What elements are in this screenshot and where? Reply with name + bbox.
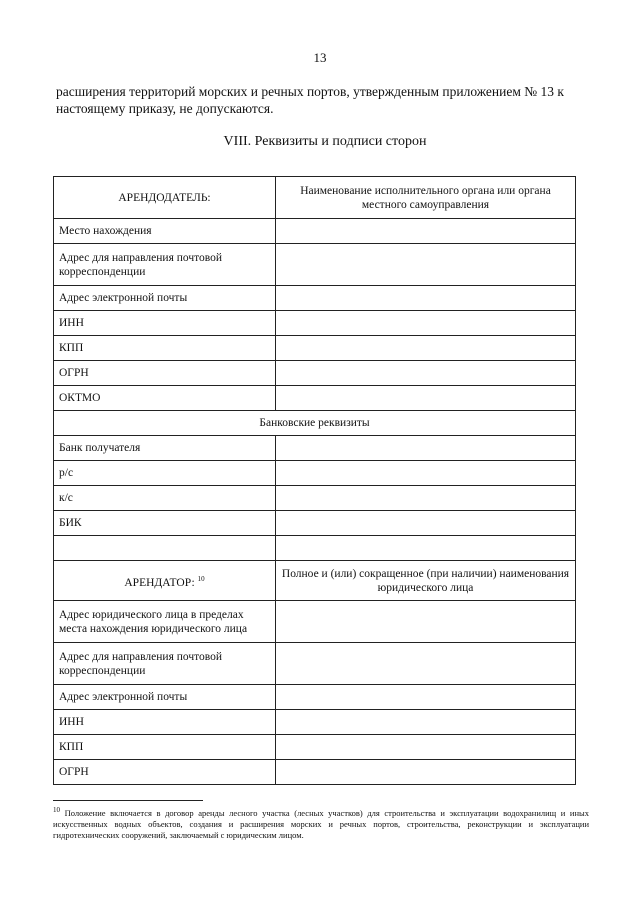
tenant-label — [54, 643, 276, 685]
landlord-value — [276, 336, 576, 361]
tenant-header-right-text: Полное и (или) сокращенное (при наличии) наименования юридического лица — [281, 567, 570, 594]
tenant-value — [276, 643, 576, 685]
landlord-value — [276, 386, 576, 411]
landlord-label — [54, 311, 276, 336]
landlord-label — [54, 361, 276, 386]
landlord-label — [54, 286, 276, 311]
bank-header — [54, 411, 576, 436]
tenant-label-text: ИНН — [59, 716, 84, 728]
tenant-header-right — [276, 561, 576, 601]
landlord-header-right — [276, 177, 576, 219]
table-row — [54, 511, 576, 536]
landlord-label-text: ИНН — [59, 317, 84, 329]
tenant-label — [54, 601, 276, 643]
table-row — [54, 735, 576, 760]
table-row — [54, 760, 576, 785]
landlord-label — [54, 336, 276, 361]
table-row — [54, 219, 576, 244]
tenant-value — [276, 760, 576, 785]
table-row — [54, 436, 576, 461]
footnote-text: Положение включается в договор аренды лесного участка (лесных участков) для строительства и эксплуатации водохранилищ и иных искусственных водных объектов, создания и расширения морских и речных портов, строительства, реконструкции и эксплуатации гидротехнических сооружений, заключаемый с юридическим лицом. — [53, 807, 589, 840]
landlord-label — [54, 386, 276, 411]
landlord-value — [276, 286, 576, 311]
bank-label — [54, 436, 276, 461]
tenant-label — [54, 710, 276, 735]
landlord-header-right-text: Наименование исполнительного органа или органа местного самоуправления — [300, 184, 551, 211]
page-number: 13 — [313, 50, 327, 65]
table-row — [54, 244, 576, 286]
tenant-label-text: ОГРН — [59, 766, 89, 778]
tenant-header-left — [54, 561, 276, 601]
table-row — [54, 336, 576, 361]
bank-value — [276, 461, 576, 486]
footnote-divider — [53, 800, 203, 801]
tenant-value — [276, 735, 576, 760]
landlord-label-text: ОГРН — [59, 367, 89, 379]
tenant-label-text: Адрес юридического лица в пределах места нахождения юридического лица — [59, 608, 248, 635]
landlord-label-text: ОКТМО — [59, 392, 101, 404]
table-row — [54, 311, 576, 336]
landlord-header-left — [54, 177, 276, 219]
tenant-value — [276, 710, 576, 735]
table-row — [54, 486, 576, 511]
bank-label — [54, 536, 276, 561]
bank-value — [276, 436, 576, 461]
bank-value — [276, 486, 576, 511]
table-row — [54, 536, 576, 561]
landlord-label-text: Адрес электронной почты — [59, 292, 188, 304]
landlord-value — [276, 219, 576, 244]
table-row — [54, 461, 576, 486]
bank-value — [276, 536, 576, 561]
footnote-ref: 10 — [197, 574, 205, 583]
landlord-label-text: Адрес для направления почтовой корреспонденции — [59, 251, 223, 278]
landlord-value — [276, 361, 576, 386]
tenant-label — [54, 735, 276, 760]
bank-label-text: Банк получателя — [59, 442, 141, 454]
tenant-header-left-text: АРЕНДАТОР: — [124, 576, 195, 589]
bank-header-text: Банковские реквизиты — [259, 417, 370, 429]
landlord-label-text: КПП — [59, 342, 84, 354]
table-row — [54, 286, 576, 311]
landlord-value — [276, 311, 576, 336]
bank-label-text: БИК — [59, 517, 82, 529]
table-row — [54, 685, 576, 710]
bank-value — [276, 511, 576, 536]
table-row — [54, 386, 576, 411]
table-row — [54, 710, 576, 735]
bank-label-text: к/с — [59, 492, 73, 504]
tenant-label-text: Адрес электронной почты — [59, 691, 188, 703]
requisites-table — [53, 176, 576, 785]
tenant-value — [276, 685, 576, 710]
landlord-value — [276, 244, 576, 286]
landlord-label — [54, 219, 276, 244]
tenant-value — [276, 601, 576, 643]
tenant-label — [54, 685, 276, 710]
landlord-header-left-text: АРЕНДОДАТЕЛЬ: — [118, 191, 211, 204]
bank-label — [54, 486, 276, 511]
bank-label-text: р/с — [59, 467, 74, 479]
table-row — [54, 643, 576, 685]
landlord-label-text: Место нахождения — [59, 225, 152, 237]
section-title: VIII. Реквизиты и подписи сторон — [223, 134, 427, 149]
intro-paragraph: расширения территорий морских и речных портов, утвержденным приложением № 13 к настоящему приказу, не допускаются. — [56, 84, 564, 116]
tenant-label-text: КПП — [59, 741, 84, 753]
table-row — [54, 361, 576, 386]
table-row — [54, 601, 576, 643]
footnote — [53, 805, 589, 841]
bank-label — [54, 461, 276, 486]
tenant-label — [54, 760, 276, 785]
tenant-label-text: Адрес для направления почтовой корреспонденции — [59, 650, 223, 677]
landlord-label — [54, 244, 276, 286]
footnote-marker: 10 — [53, 806, 60, 814]
bank-label — [54, 511, 276, 536]
